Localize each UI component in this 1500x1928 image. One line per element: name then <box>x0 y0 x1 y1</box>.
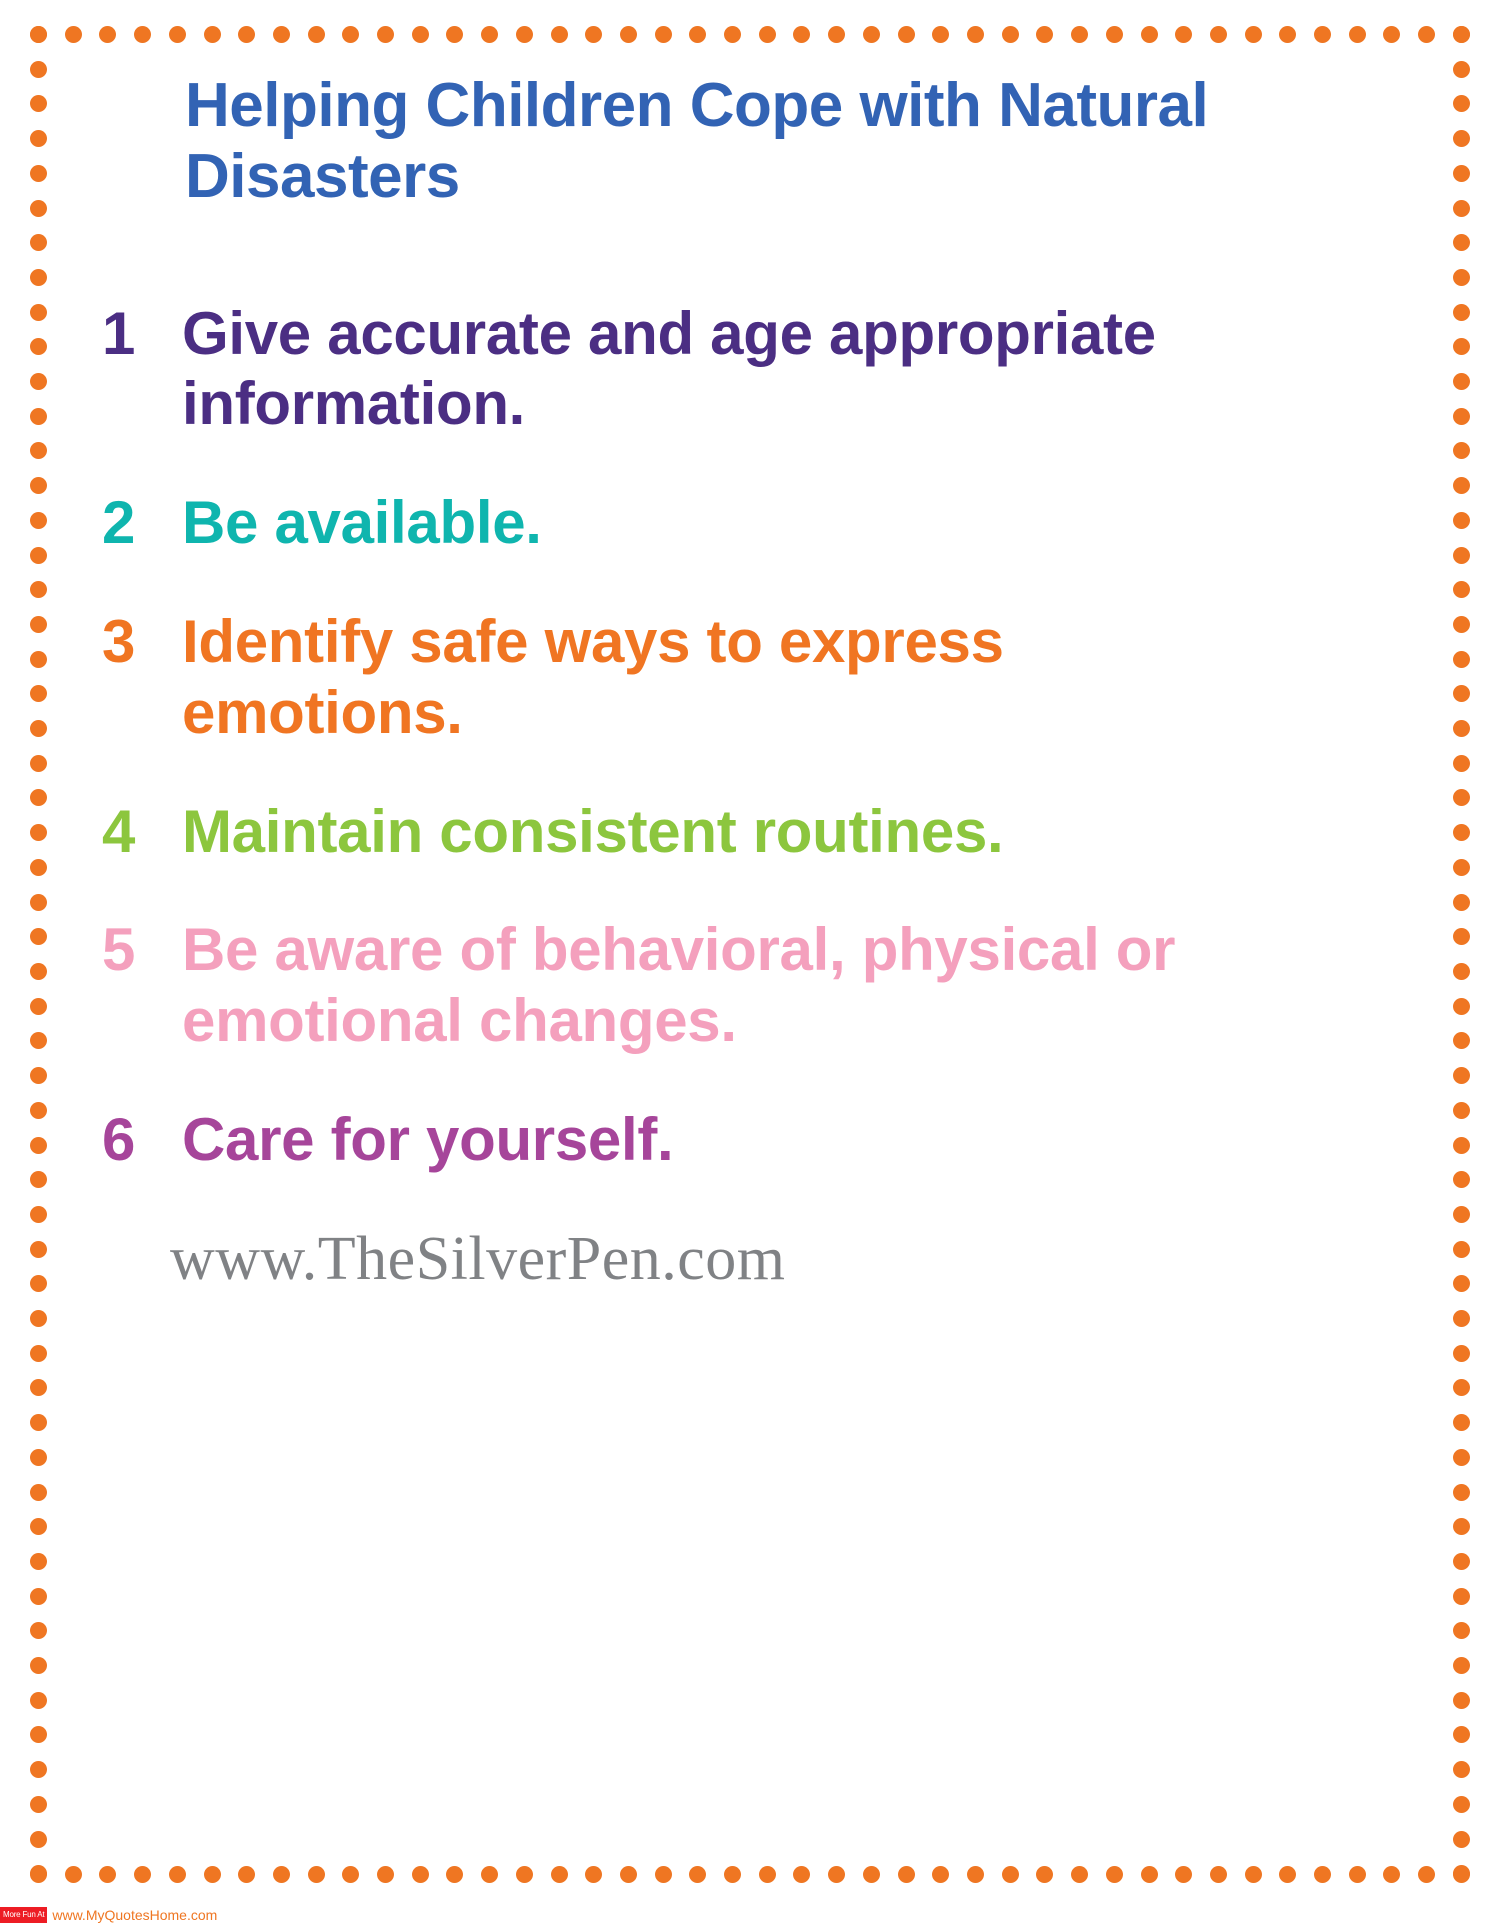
tip-item <box>100 607 1410 749</box>
border-dot <box>1453 512 1470 529</box>
border-dot <box>30 1310 47 1327</box>
border-dots-right <box>1453 26 1470 1883</box>
border-dot <box>1453 61 1470 78</box>
border-dot <box>1453 998 1470 1015</box>
border-dot <box>1453 1796 1470 1813</box>
border-dot <box>30 963 47 980</box>
border-dot <box>30 408 47 425</box>
border-dots-top <box>30 26 1470 43</box>
border-dot <box>1453 1067 1470 1084</box>
border-dot <box>30 1414 47 1431</box>
border-dot <box>1418 26 1435 43</box>
border-dot <box>30 165 47 182</box>
border-dot <box>30 1067 47 1084</box>
border-dot <box>1141 26 1158 43</box>
border-dot <box>30 1206 47 1223</box>
border-dot <box>30 1379 47 1396</box>
border-dot <box>134 1866 151 1883</box>
border-dot <box>30 1692 47 1709</box>
border-dot <box>1175 1866 1192 1883</box>
border-dot <box>1418 1866 1435 1883</box>
border-dot <box>1036 1866 1053 1883</box>
border-dot <box>1453 1206 1470 1223</box>
border-dot <box>1453 338 1470 355</box>
border-dot <box>412 26 429 43</box>
border-dot <box>169 26 186 43</box>
border-dot <box>30 1726 47 1743</box>
border-dot <box>1453 894 1470 911</box>
border-dot <box>689 26 706 43</box>
border-dot <box>1453 1310 1470 1327</box>
border-dot <box>30 26 47 43</box>
border-dot <box>585 1866 602 1883</box>
watermark-bar <box>0 1902 217 1928</box>
border-dots-bottom <box>30 1866 1470 1883</box>
border-dot <box>99 1866 116 1883</box>
border-dot <box>1453 1379 1470 1396</box>
border-dot <box>30 269 47 286</box>
border-dot <box>30 1032 47 1049</box>
tip-number: 5 <box>102 916 136 984</box>
border-dot <box>169 1866 186 1883</box>
border-dot <box>1453 651 1470 668</box>
border-dot <box>30 1275 47 1292</box>
border-dot <box>1453 165 1470 182</box>
border-dot <box>759 26 776 43</box>
border-dot <box>30 1831 47 1848</box>
border-dot <box>30 442 47 459</box>
watermark-url[interactable]: www.MyQuotesHome.com <box>52 1907 218 1923</box>
border-dot <box>1349 1866 1366 1883</box>
border-dot <box>1453 789 1470 806</box>
border-dot <box>238 1866 255 1883</box>
border-dot <box>1453 824 1470 841</box>
border-dot <box>412 1866 429 1883</box>
border-dot <box>1453 755 1470 772</box>
border-dot <box>30 200 47 217</box>
border-dot <box>1106 26 1123 43</box>
border-dot <box>30 789 47 806</box>
border-dot <box>1453 1171 1470 1188</box>
border-dot <box>30 512 47 529</box>
tip-item <box>100 797 1410 868</box>
border-dot <box>932 1866 949 1883</box>
border-dot <box>30 928 47 945</box>
border-dot <box>1453 1241 1470 1258</box>
border-dot <box>1453 1831 1470 1848</box>
border-dot <box>30 1449 47 1466</box>
border-dot <box>65 26 82 43</box>
border-dot <box>1279 26 1296 43</box>
tip-item <box>100 488 1410 559</box>
border-dot <box>30 338 47 355</box>
border-dot <box>620 26 637 43</box>
border-dot <box>1453 1449 1470 1466</box>
border-dot <box>551 1866 568 1883</box>
tip-text: Identify safe ways to express emotions. <box>182 607 1004 746</box>
tip-number: 3 <box>102 607 136 675</box>
border-dot <box>1453 477 1470 494</box>
border-dot <box>1071 26 1088 43</box>
border-dot <box>1453 1553 1470 1570</box>
tips-list <box>100 299 1410 1176</box>
border-dot <box>30 1518 47 1535</box>
border-dot <box>863 1866 880 1883</box>
border-dot <box>481 26 498 43</box>
border-dot <box>1453 373 1470 390</box>
border-dot <box>1453 1657 1470 1674</box>
border-dot <box>30 720 47 737</box>
border-dot <box>1453 928 1470 945</box>
border-dot <box>1453 1865 1470 1882</box>
border-dot <box>1453 1137 1470 1154</box>
border-dot <box>793 1866 810 1883</box>
tip-number: 2 <box>102 489 136 557</box>
border-dot <box>273 1866 290 1883</box>
border-dot <box>1453 234 1470 251</box>
border-dot <box>1453 442 1470 459</box>
border-dot <box>932 26 949 43</box>
border-dot <box>1453 859 1470 876</box>
border-dot <box>863 26 880 43</box>
border-dot <box>1453 616 1470 633</box>
border-dot <box>1453 200 1470 217</box>
border-dot <box>1453 95 1470 112</box>
border-dot <box>967 26 984 43</box>
tip-number: 1 <box>102 299 136 367</box>
border-dot <box>724 26 741 43</box>
border-dot <box>1279 1866 1296 1883</box>
border-dot <box>1453 408 1470 425</box>
border-dot <box>1175 26 1192 43</box>
border-dot <box>898 26 915 43</box>
watermark-badge: More Fun At <box>0 1907 47 1923</box>
border-dot <box>1453 1414 1470 1431</box>
border-dot <box>1453 1588 1470 1605</box>
border-dot <box>1245 26 1262 43</box>
border-dot <box>1453 685 1470 702</box>
border-dot <box>30 477 47 494</box>
border-dot <box>1141 1866 1158 1883</box>
border-dot <box>1453 1726 1470 1743</box>
tip-number: 4 <box>102 797 136 865</box>
border-dot <box>724 1866 741 1883</box>
border-dot <box>1453 304 1470 321</box>
border-dot <box>65 1866 82 1883</box>
border-dot <box>30 234 47 251</box>
border-dot <box>308 26 325 43</box>
border-dot <box>99 26 116 43</box>
border-dot <box>828 1866 845 1883</box>
border-dot <box>689 1866 706 1883</box>
border-dot <box>204 1866 221 1883</box>
border-dot <box>30 547 47 564</box>
border-dot <box>1453 1102 1470 1119</box>
border-dot <box>30 1796 47 1813</box>
border-dot <box>793 26 810 43</box>
border-dot <box>828 26 845 43</box>
border-dot <box>1453 1345 1470 1362</box>
border-dot <box>585 26 602 43</box>
border-dot <box>967 1866 984 1883</box>
border-dot <box>759 1866 776 1883</box>
border-dot <box>30 616 47 633</box>
border-dot <box>1453 1692 1470 1709</box>
border-dot <box>1453 130 1470 147</box>
page-title: Helping Children Cope with Natural Disasters <box>185 71 1209 212</box>
border-dot <box>30 581 47 598</box>
border-dot <box>30 1171 47 1188</box>
border-dot <box>30 685 47 702</box>
border-dot <box>620 1866 637 1883</box>
border-dot <box>30 1761 47 1778</box>
border-dot <box>1453 963 1470 980</box>
border-dot <box>377 26 394 43</box>
border-dot <box>1071 1866 1088 1883</box>
border-dot <box>551 26 568 43</box>
border-dot <box>204 26 221 43</box>
border-dot <box>30 1137 47 1154</box>
border-dot <box>1453 26 1470 43</box>
border-dot <box>30 1553 47 1570</box>
border-dot <box>1314 26 1331 43</box>
border-dot <box>30 894 47 911</box>
border-dot <box>30 1102 47 1119</box>
border-dot <box>1453 1484 1470 1501</box>
border-dot <box>446 1866 463 1883</box>
border-dot <box>1245 1866 1262 1883</box>
border-dot <box>1002 1866 1019 1883</box>
border-dot <box>30 1865 47 1882</box>
border-dot <box>481 1866 498 1883</box>
border-dot <box>273 26 290 43</box>
border-dot <box>1453 547 1470 564</box>
border-dot <box>1210 26 1227 43</box>
border-dot <box>134 26 151 43</box>
tip-number: 6 <box>102 1105 136 1173</box>
border-dot <box>446 26 463 43</box>
border-dot <box>30 130 47 147</box>
tip-text: Care for yourself. <box>182 1105 674 1173</box>
border-dot <box>1453 1275 1470 1292</box>
border-dot <box>1349 26 1366 43</box>
border-dot <box>30 1484 47 1501</box>
poster-content <box>100 70 1410 1295</box>
border-dot <box>1002 26 1019 43</box>
border-dot <box>1036 26 1053 43</box>
border-dot <box>30 1657 47 1674</box>
border-dot <box>342 26 359 43</box>
border-dot <box>342 1866 359 1883</box>
border-dot <box>1453 581 1470 598</box>
border-dot <box>30 373 47 390</box>
tip-item <box>100 1105 1410 1176</box>
border-dot <box>1453 1032 1470 1049</box>
border-dot <box>30 651 47 668</box>
border-dot <box>1383 26 1400 43</box>
border-dot <box>30 304 47 321</box>
tip-item <box>100 915 1410 1057</box>
border-dot <box>1453 269 1470 286</box>
border-dots-left <box>30 26 47 1883</box>
border-dot <box>30 998 47 1015</box>
tip-text: Give accurate and age appropriate information. <box>182 299 1156 438</box>
border-dot <box>30 1345 47 1362</box>
border-dot <box>30 95 47 112</box>
border-dot <box>30 824 47 841</box>
border-dot <box>516 1866 533 1883</box>
tip-text: Be aware of behavioral, physical or emotional changes. <box>182 916 1176 1055</box>
tip-text: Maintain consistent routines. <box>182 797 1004 865</box>
border-dot <box>30 1241 47 1258</box>
footer-url: www.TheSilverPen.com <box>170 1224 786 1293</box>
border-dot <box>30 1588 47 1605</box>
border-dot <box>308 1866 325 1883</box>
border-dot <box>30 61 47 78</box>
border-dot <box>30 755 47 772</box>
border-dot <box>655 1866 672 1883</box>
border-dot <box>655 26 672 43</box>
border-dot <box>1453 1761 1470 1778</box>
border-dot <box>516 26 533 43</box>
border-dot <box>30 859 47 876</box>
border-dot <box>898 1866 915 1883</box>
border-dot <box>1314 1866 1331 1883</box>
border-dot <box>1453 1622 1470 1639</box>
tip-text: Be available. <box>182 489 542 557</box>
border-dot <box>1383 1866 1400 1883</box>
border-dot <box>1210 1866 1227 1883</box>
tip-item <box>100 299 1410 441</box>
border-dot <box>238 26 255 43</box>
border-dot <box>1453 1518 1470 1535</box>
border-dot <box>377 1866 394 1883</box>
border-dot <box>1106 1866 1123 1883</box>
border-dot <box>1453 720 1470 737</box>
border-dot <box>30 1622 47 1639</box>
